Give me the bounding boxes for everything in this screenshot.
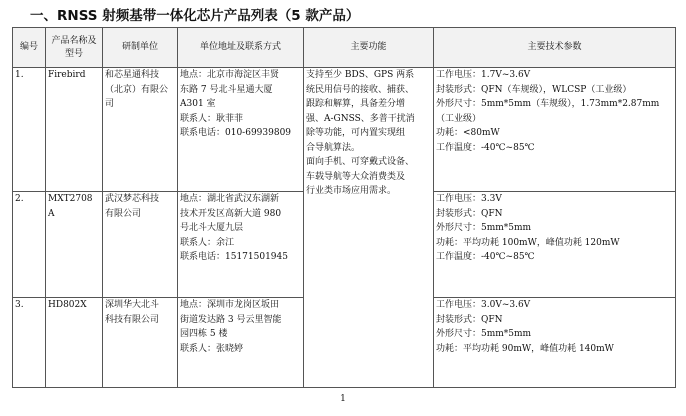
developer-org [103, 68, 178, 192]
address-contact [178, 192, 304, 298]
section-heading: 一、RNSS 射频基带一体化芯片产品列表（5 款产品） [30, 8, 360, 24]
address-contact [178, 298, 304, 388]
contact-line: 东路 7 号北斗星通大厦 [180, 84, 273, 95]
tech-params [434, 68, 676, 192]
param-line: 工作电压：3.3V [436, 194, 502, 204]
product-table [12, 27, 676, 388]
row-number: 2. [13, 192, 46, 298]
function-line: 跟踪和解算，具备差分增 [306, 99, 406, 109]
param-line: 功耗：<80mW [436, 128, 500, 138]
contact-line: 街道发达路 3 号云里智能 [180, 314, 282, 325]
contact-line: 地点：湖北省武汉东湖新 [180, 194, 280, 204]
org-line: 有限公司 [105, 208, 142, 219]
org-line: 武汉梦芯科技 [105, 194, 160, 204]
header-main-functions: 主要功能 [304, 28, 434, 68]
developer-org [103, 192, 178, 298]
header-tech-params: 主要技术参数 [434, 28, 676, 68]
org-line: 司 [105, 99, 115, 109]
param-line: 外形尺寸：5mm*5mm [436, 329, 532, 339]
org-line: 科技有限公司 [105, 314, 160, 325]
tech-params [434, 192, 676, 298]
contact-line: A301 室 [180, 99, 216, 109]
header-address-contact: 单位地址及联系方式 [178, 28, 304, 68]
contact-line: 联系人：余江 [180, 237, 235, 248]
contact-line: 联系人：耿菲菲 [180, 113, 244, 124]
function-line: 强、A-GNSS、多普干扰消 [306, 113, 415, 124]
contact-line: 园四栋 5 楼 [180, 329, 228, 339]
product-model: HD802X [46, 298, 103, 388]
contact-line: 联系电话：010-69939809 [180, 128, 292, 138]
header-number: 编号 [13, 28, 46, 68]
function-line: 行业类市场应用需求。 [306, 186, 397, 196]
row-number: 3. [13, 298, 46, 388]
param-line: 外形尺寸：5mm*5mm [436, 223, 532, 233]
contact-line: 联系人：张晓婷 [180, 343, 244, 354]
function-line: 除等功能，可内置实现组 [306, 128, 406, 138]
param-line: 封装形式：QFN [436, 208, 503, 219]
org-line: 和芯星通科技 [105, 70, 160, 80]
developer-org [103, 298, 178, 388]
param-line: 工作电压：3.0V~3.6V [436, 300, 531, 310]
contact-line: 地点：北京市海淀区丰贤 [180, 70, 280, 80]
function-line: 支持至少 BDS、GPS 两系 [306, 70, 415, 80]
model-line: A [48, 208, 55, 219]
contact-line: 技术开发区高新大道 980 [180, 208, 282, 219]
main-functions [304, 68, 434, 388]
param-line: 封装形式：QFN（车规级），WLCSP（工业级） [436, 84, 632, 95]
param-line: （工业级） [436, 113, 482, 124]
row-number: 1. [13, 68, 46, 192]
param-line: 外形尺寸：5mm*5mm（车规级），1.73mm*2.87mm [436, 99, 660, 109]
product-model [46, 192, 103, 298]
param-line: 工作电压：1.7V~3.6V [436, 70, 531, 80]
param-line: 封装形式：QFN [436, 314, 503, 325]
header-developer: 研制单位 [103, 28, 178, 68]
table-row [13, 68, 676, 192]
function-line: 合导航算法。 [306, 142, 361, 153]
contact-line: 联系电话：15171501945 [180, 252, 288, 262]
function-line: 面向手机、可穿戴式设备、 [306, 157, 415, 167]
address-contact [178, 68, 304, 192]
contact-line: 地点：深圳市龙岗区坂田 [180, 300, 280, 310]
contact-line: 号北斗大厦九层 [180, 223, 244, 233]
param-line: 工作温度：-40℃~85℃ [436, 142, 535, 153]
page-number: 1 [340, 394, 346, 404]
table-header-row [13, 28, 676, 68]
param-line: 工作温度：-40℃~85℃ [436, 252, 535, 262]
tech-params [434, 298, 676, 388]
function-line: 车载导航等大众消费类及 [306, 171, 406, 182]
function-line: 统民用信号的接收、捕获、 [306, 84, 415, 95]
org-line: 深圳华大北斗 [105, 300, 160, 310]
param-line: 功耗：平均功耗 100mW，峰值功耗 120mW [436, 237, 620, 248]
model-line: MXT2708 [48, 194, 93, 204]
product-model: Firebird [46, 68, 103, 192]
org-line: （北京）有限公 [105, 84, 169, 95]
param-line: 功耗：平均功耗 90mW，峰值功耗 140mW [436, 343, 614, 354]
header-product-name: 产品名称及型号 [46, 28, 103, 68]
